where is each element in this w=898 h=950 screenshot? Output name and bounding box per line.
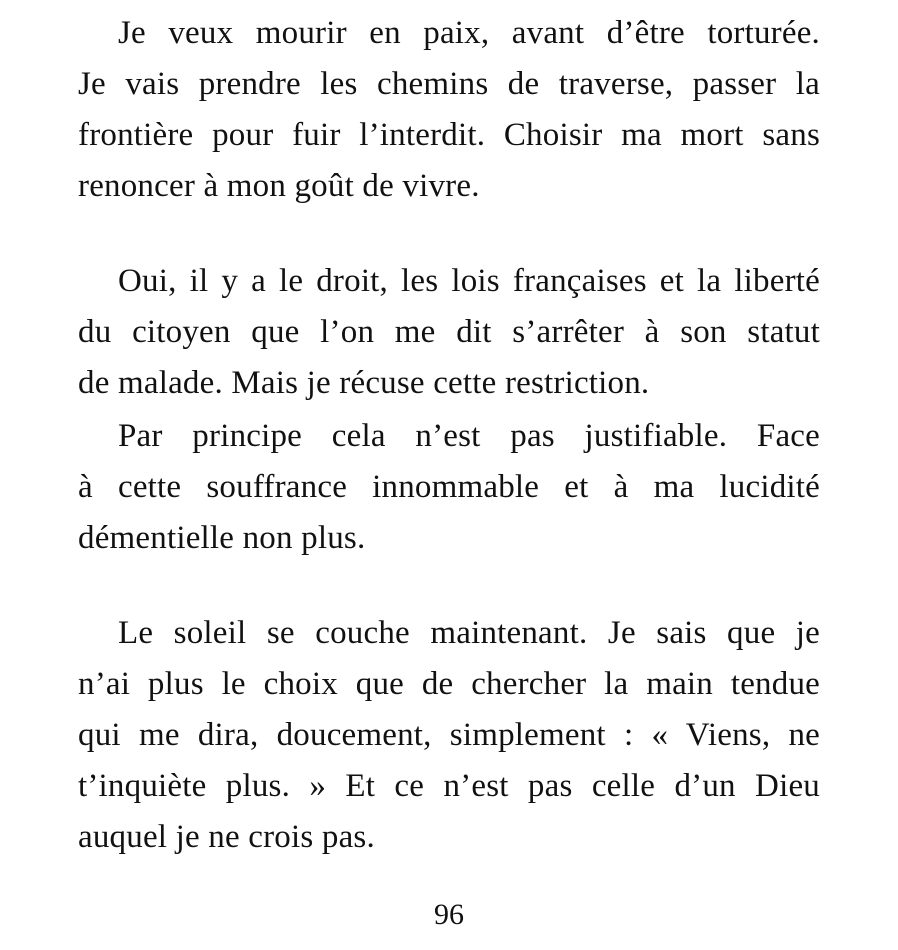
text-line: à cette souffrance innommable et à ma lucidité: [78, 469, 820, 505]
paragraph-2: [78, 256, 820, 409]
text-line: Par principe cela n’est pas justifiable. Face: [118, 418, 820, 454]
text-line: Oui, il y a le droit, les lois françaises et la liberté: [118, 263, 820, 299]
text-line: n’ai plus le choix que de chercher la main tendue: [78, 666, 820, 702]
page-number: 96: [434, 898, 464, 931]
text-line: frontière pour fuir l’interdit. Choisir ma mort sans: [78, 117, 820, 153]
paragraph-spacer: [78, 212, 820, 256]
text-line: Je vais prendre les chemins de traverse, passer la: [78, 66, 820, 102]
text-line: auquel je ne crois pas.: [78, 819, 375, 855]
text-line: renoncer à mon goût de vivre.: [78, 168, 480, 204]
text-line: démentielle non plus.: [78, 520, 366, 556]
text-line: t’inquiète plus. » Et ce n’est pas celle d’un Dieu: [78, 768, 820, 804]
paragraph-4: [78, 608, 820, 863]
paragraph-spacer: [78, 564, 820, 608]
paragraph-3: [78, 411, 820, 564]
text-line: qui me dira, doucement, simplement : « Viens, ne: [78, 717, 820, 753]
text-line: du citoyen que l’on me dit s’arrêter à son statut: [78, 314, 820, 350]
text-line: de malade. Mais je récuse cette restriction.: [78, 365, 650, 401]
text-line: Je veux mourir en paix, avant d’être torturée.: [118, 15, 820, 51]
paragraph-1: [78, 8, 820, 212]
page-body: [78, 8, 820, 863]
text-line: Le soleil se couche maintenant. Je sais que je: [118, 615, 820, 651]
